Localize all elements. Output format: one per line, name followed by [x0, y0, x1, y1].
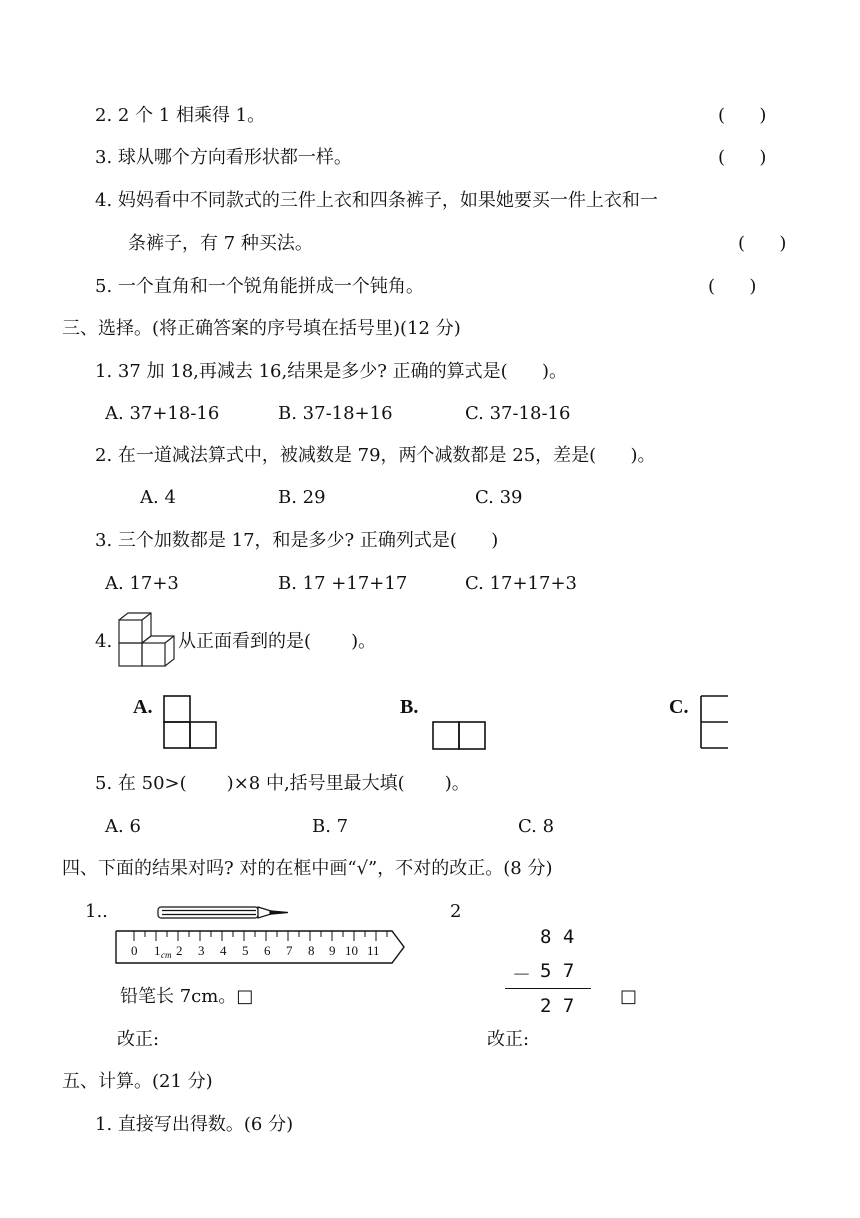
option-b: B. 17 +17+17: [278, 573, 408, 594]
answer-checkbox[interactable]: □: [620, 986, 638, 1007]
option-b-label: B.: [400, 696, 419, 718]
ruler-label: 10: [345, 943, 358, 958]
section-3-title: 三、选择。(将正确答案的序号填在括号里)(12 分): [62, 318, 461, 339]
subtrahend: 5 7: [540, 960, 575, 982]
ruler-label: 1: [154, 943, 161, 958]
pencil-figure: [156, 903, 292, 923]
ruler-label: 11: [367, 943, 380, 958]
option-b: B. 7: [312, 816, 349, 837]
ruler-label: 6: [264, 943, 271, 958]
option-c: C. 37-18-16: [465, 403, 571, 424]
option-c-figure: [699, 695, 729, 751]
choice-q5: 5. 在 50>( )×8 中,括号里最大填( )。: [95, 773, 470, 794]
option-a-figure: [163, 695, 219, 751]
option-b: B. 37-18+16: [278, 403, 393, 424]
ruler-label: 0: [131, 943, 138, 958]
choice-q2: 2. 在一道减法算式中，被减数是 79，两个减数都是 25，差是( )。: [95, 445, 656, 466]
pencil-statement: 铅笔长 7cm。□: [120, 986, 254, 1007]
judge-q4-line1: 4. 妈妈看中不同款式的三件上衣和四条裤子，如果她要买一件上衣和一: [95, 190, 658, 211]
fix-label-2: 改正:: [487, 1029, 530, 1050]
minus-sign: －: [512, 964, 532, 986]
judge-q2: 2. 2 个 1 相乘得 1。: [95, 105, 266, 126]
judge2-q1-num: 1..: [85, 901, 108, 922]
answer-paren[interactable]: ( ): [738, 233, 787, 254]
ruler-label: 8: [308, 943, 315, 958]
choice-q3: 3. 三个加数都是 17，和是多少? 正确列式是( ): [95, 530, 499, 551]
difference: 2 7: [540, 995, 575, 1017]
option-a-label: A.: [133, 696, 153, 718]
ruler-label: 4: [220, 943, 227, 958]
option-a: A. 6: [105, 816, 141, 837]
ruler-label: 7: [286, 943, 293, 958]
cube-stack-figure: [116, 611, 178, 669]
answer-paren[interactable]: ( ): [718, 105, 767, 126]
option-c: C. 17+17+3: [465, 573, 577, 594]
option-a: A. 4: [140, 487, 176, 508]
judge-q4-line2: 条裤子，有 7 种买法。: [128, 233, 313, 254]
choice-q4-num: 4.: [95, 631, 113, 652]
option-b-figure: [432, 721, 488, 751]
ruler-label: 9: [329, 943, 336, 958]
option-a: A. 37+18-16: [105, 403, 220, 424]
option-a: A. 17+3: [105, 573, 179, 594]
answer-paren[interactable]: ( ): [718, 147, 767, 168]
judge-q3: 3. 球从哪个方向看形状都一样。: [95, 147, 352, 168]
fix-label-1: 改正:: [117, 1029, 160, 1050]
ruler-label: 2: [176, 943, 183, 958]
option-b: B. 29: [278, 487, 326, 508]
judge-q5: 5. 一个直角和一个锐角能拼成一个钝角。: [95, 276, 424, 297]
sum-line: [505, 988, 591, 989]
ruler-label: 3: [198, 943, 205, 958]
option-c: C. 39: [475, 487, 523, 508]
section-4-title: 四、下面的结果对吗? 对的在框中画“√”，不对的改正。(8 分): [62, 858, 553, 879]
option-c: C. 8: [518, 816, 555, 837]
option-c-label: C.: [669, 696, 689, 718]
section-5-title: 五、计算。(21 分): [62, 1071, 213, 1092]
judge2-q2-num: 2: [450, 901, 462, 922]
choice-q4-text: 从正面看到的是( )。: [178, 631, 377, 652]
answer-paren[interactable]: ( ): [708, 276, 757, 297]
ruler-unit: cm: [161, 950, 172, 960]
minuend: 8 4: [540, 926, 575, 948]
calc-q1: 1. 直接写出得数。(6 分): [95, 1114, 294, 1135]
ruler-label: 5: [242, 943, 249, 958]
choice-q1: 1. 37 加 18,再减去 16,结果是多少? 正确的算式是( )。: [95, 361, 567, 382]
